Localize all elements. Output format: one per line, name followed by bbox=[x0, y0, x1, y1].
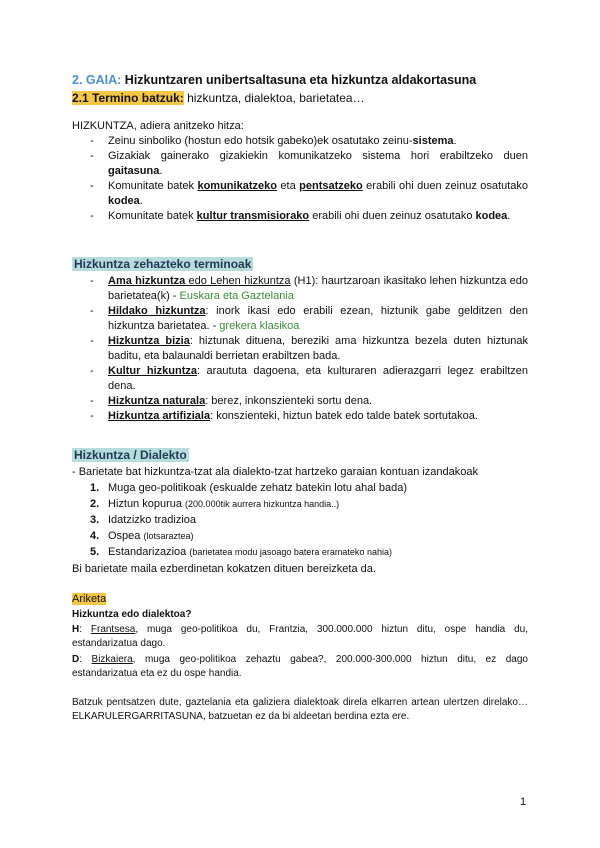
page-number: 1 bbox=[520, 796, 527, 808]
list-item: 1. Muga geo-politikoak (eskualde zehatz batekin lotu ahal bada) bbox=[90, 482, 408, 494]
dialekto-list bbox=[72, 480, 528, 560]
list-item: - Hizkuntza bizia: hiztunak dituena, bereziki ama hizkuntza bezela duten hiztunak baditu, eta balaunaldi berrietan erabiltzen bada. bbox=[72, 334, 528, 364]
list-item: - Ama hizkuntza edo Lehen hizkuntza (H1): haurtzaroan ikasitako lehen hizkuntza edo barietatea(k) - Euskara eta Gaztelania bbox=[72, 274, 528, 304]
list-item: 2. Hiztun kopurua (200.000tik aurrera hizkuntza handia..) bbox=[90, 498, 340, 510]
list-item: 3. Idatzizko tradizioa bbox=[90, 514, 197, 526]
terminoak-list bbox=[72, 274, 528, 424]
hizkuntza-list bbox=[72, 134, 528, 224]
page-title bbox=[72, 72, 528, 88]
list-item: - Hildako hizkuntza: inork ikasi edo erabili ezean, hiztunik gabe gelditzen den hizkuntza barietatea. - grekera klasikoa bbox=[72, 304, 528, 334]
ariketa-label-row bbox=[72, 592, 528, 607]
list-item: - Zeinu sinboliko (hostun edo hotsik gabeko)ek osatutako zeinu-sistema. bbox=[72, 134, 528, 149]
list-item: - Gizakiak gainerako gizakiekin komunikatzeko sistema hori erabiltzeko duen gaitasuna. bbox=[72, 149, 528, 179]
list-item: - Hizkuntza naturala: berez, inkonszienteki sortu dena. bbox=[72, 394, 528, 409]
list-item: - Komunitate batek komunikatzeko eta pentsatzeko erabili ohi duen zeinuz osatutako kodea. bbox=[72, 179, 528, 209]
ariketa-question: Hizkuntza edo dialektoa? bbox=[72, 609, 192, 620]
list-item: 5. Estandarizazioa (barietatea modu jasoago batera eramateko nahia) bbox=[90, 546, 392, 558]
chapter-number: 2. GAIA: bbox=[72, 73, 122, 87]
list-item: - Kultur hizkuntza: araututa dagoena, eta kulturaren adierazgarri legez erabiltzen dena. bbox=[72, 364, 528, 394]
section-heading-dialekto: Hizkuntza / Dialekto bbox=[74, 448, 187, 462]
chapter-title: Hizkuntzaren unibertsaltasuna eta hizkuntza aldakortasuna bbox=[121, 73, 477, 87]
subtitle-text: hizkuntza, dialektoa, barietatea… bbox=[183, 91, 365, 105]
list-item: - Komunitate batek kultur transmisiorako erabili ohi duen zeinuz osatutako kodea. bbox=[72, 209, 528, 224]
subtitle-label: 2.1 Termino batzuk: bbox=[72, 91, 184, 105]
list-item: - Hizkuntza artifiziala: konszienteki, hiztun batek edo talde batek sortutakoa. bbox=[72, 409, 528, 424]
ariketa-d: D: Bizkaiera, muga geo-politikoa zehaztu gabea?, 200.000-300.000 hiztun ditu, ez dago estandarizatua eta ez du ospe handia. bbox=[72, 654, 528, 679]
ariketa-closing: Batzuk pentsatzen dute, gaztelania eta galiziera dialektoak direla elkarren artean ulertzen direlako… ELKARULERGARRITASUNA, batzuetan ez da bi aldeetan berdina ezta ere. bbox=[72, 697, 528, 722]
dialekto-outro: Bi barietate maila ezberdinetan kokatzen dituen bereizketa da. bbox=[72, 563, 376, 575]
ariketa-h: H: Frantsesa, muga geo-politikoa du, Frantzia, 300.000.000 hiztun ditu, ospe handia du, estandarizatua dago. bbox=[72, 624, 528, 649]
subtitle bbox=[72, 90, 528, 106]
dialekto-intro: - Barietate bat hizkuntza-tzat ala dialekto-tzat hartzeko garaian kontuan izandakoak bbox=[72, 466, 479, 478]
list-item: 4. Ospea (lotsaraztea) bbox=[90, 530, 194, 542]
ariketa-label: Ariketa bbox=[72, 593, 107, 605]
hizkuntza-intro: HIZKUNTZA, adiera anitzeko hitza: bbox=[72, 120, 244, 132]
section-heading-terminoak: Hizkuntza zehazteko terminoak bbox=[74, 257, 252, 271]
